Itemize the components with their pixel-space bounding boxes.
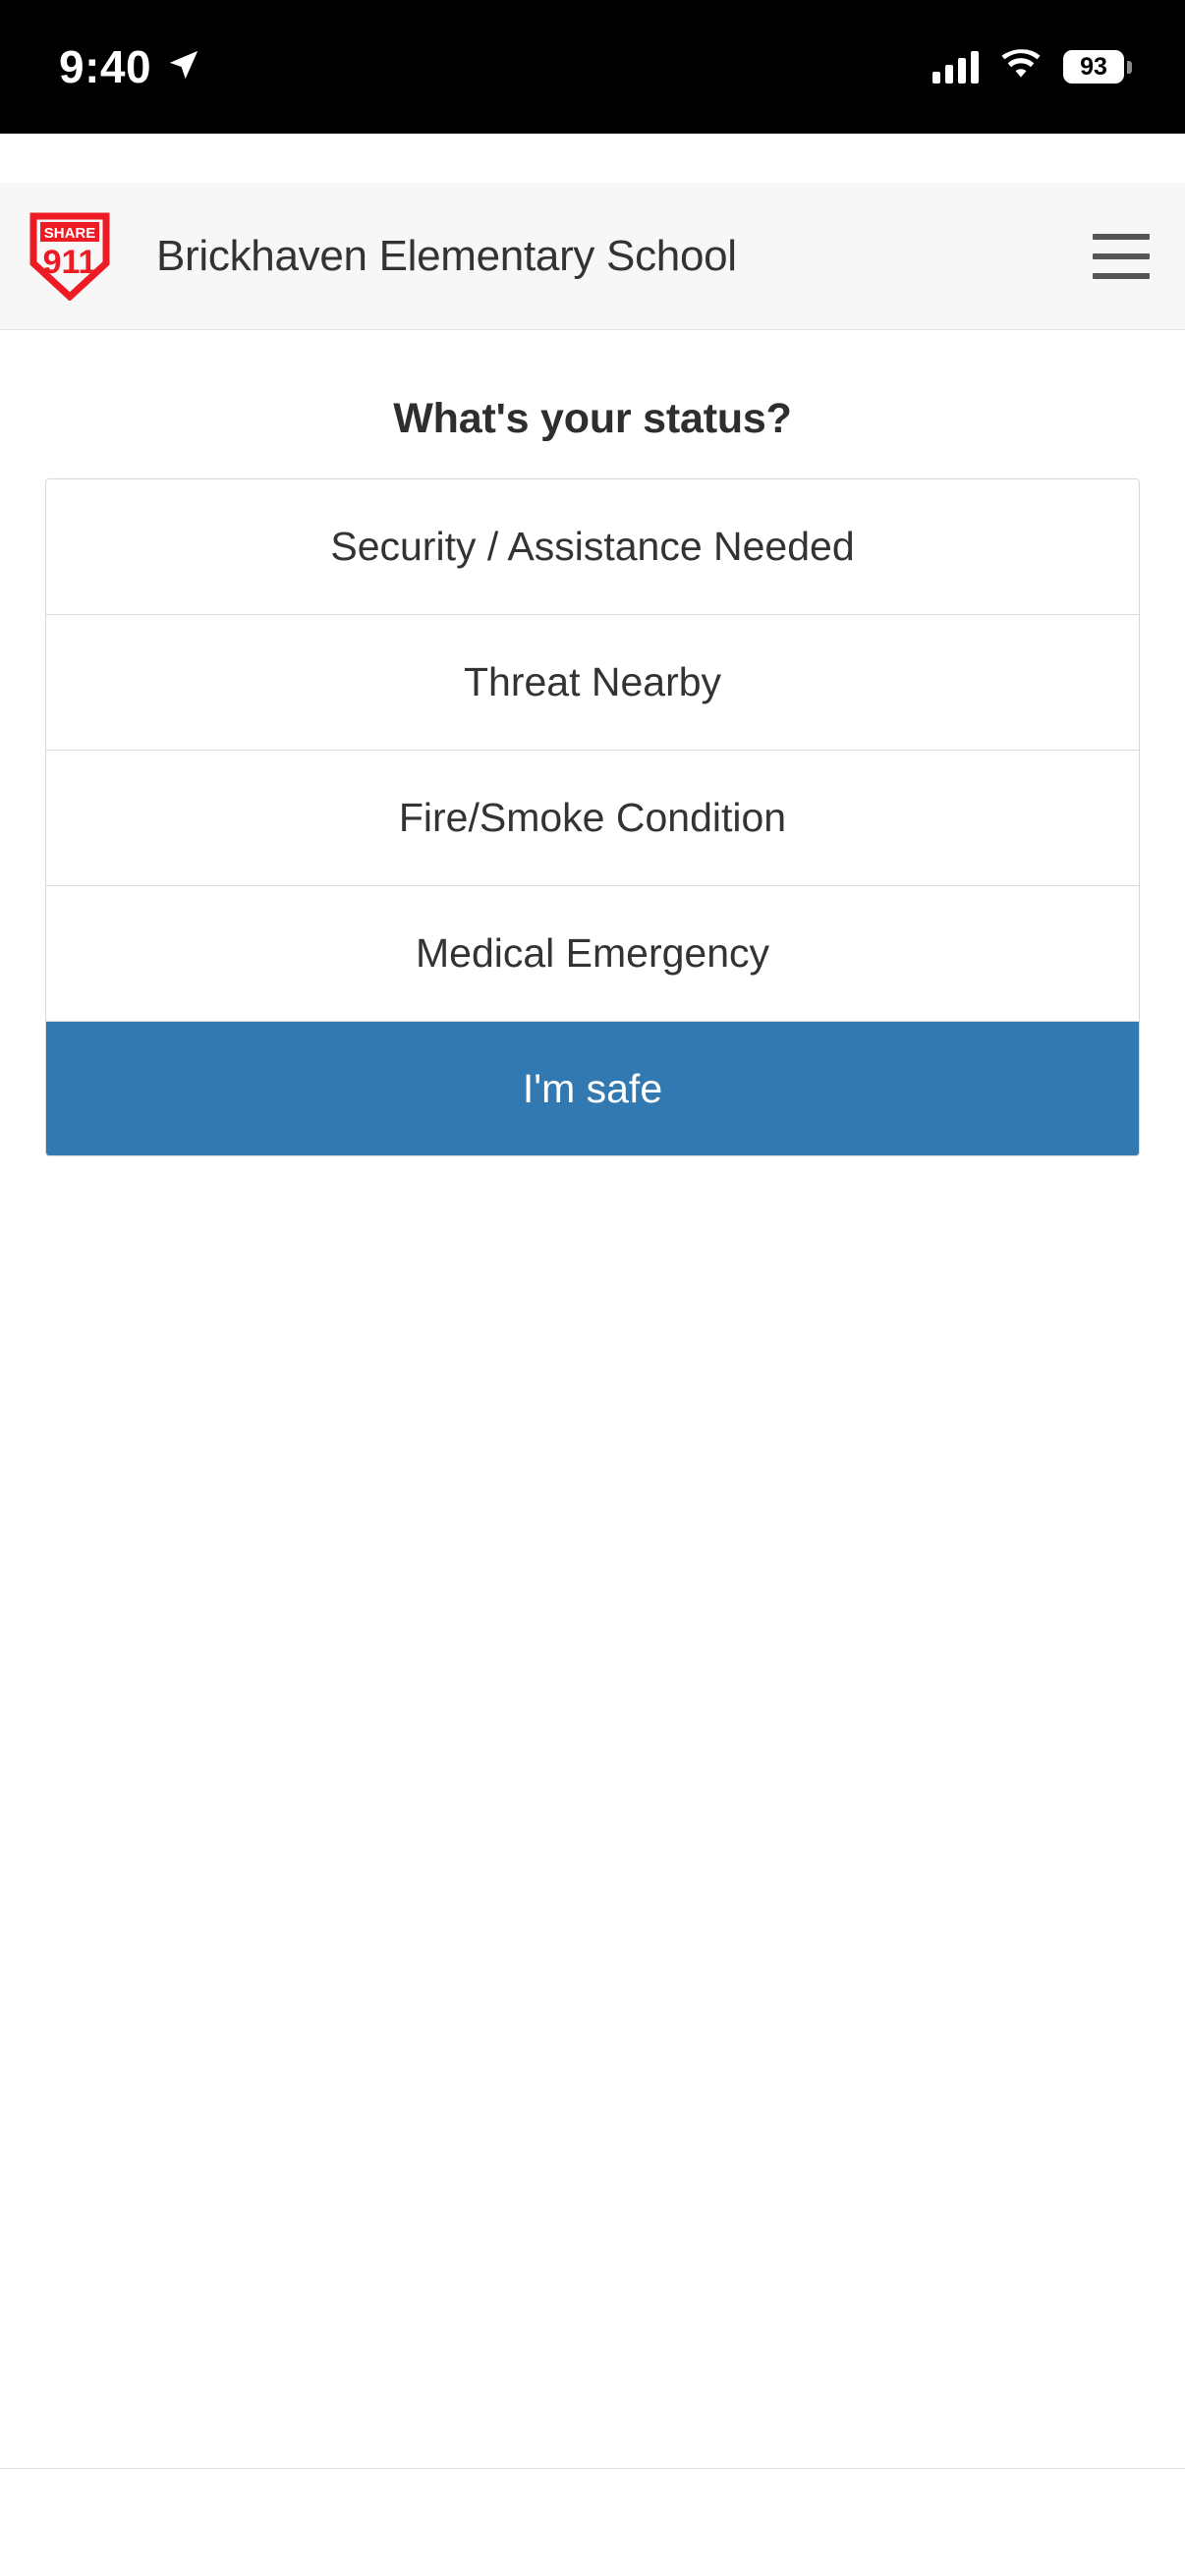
page-title: Brickhaven Elementary School [156, 231, 737, 280]
status-option-fire-smoke[interactable]: Fire/Smoke Condition [46, 751, 1139, 886]
status-option-security-assistance[interactable]: Security / Assistance Needed [46, 479, 1139, 615]
status-bar [0, 0, 1185, 134]
battery-indicator [1063, 50, 1132, 84]
status-bar-right [932, 49, 1132, 85]
wifi-icon [1000, 49, 1042, 85]
cellular-signal-icon [932, 50, 979, 84]
status-bar-left [59, 40, 200, 93]
browser-chrome-gap [0, 134, 1185, 183]
status-question: What's your status? [393, 395, 792, 442]
hamburger-menu-icon[interactable] [1093, 234, 1150, 279]
battery-level-label: 93 [1063, 50, 1124, 84]
svg-text:911: 911 [42, 243, 97, 281]
page-bottom-divider [0, 2468, 1185, 2469]
status-bar-clock: 9:40 [59, 41, 152, 92]
location-arrow-icon [167, 48, 200, 86]
status-options-list [45, 478, 1140, 1156]
status-option-im-safe[interactable]: I'm safe [46, 1022, 1139, 1155]
share911-logo[interactable] [29, 212, 110, 301]
status-option-medical-emergency[interactable]: Medical Emergency [46, 886, 1139, 1022]
svg-text:SHARE: SHARE [43, 224, 96, 242]
battery-cap [1127, 61, 1132, 74]
main-content [0, 330, 1185, 1156]
status-option-threat-nearby[interactable]: Threat Nearby [46, 615, 1139, 751]
app-header [0, 183, 1185, 330]
